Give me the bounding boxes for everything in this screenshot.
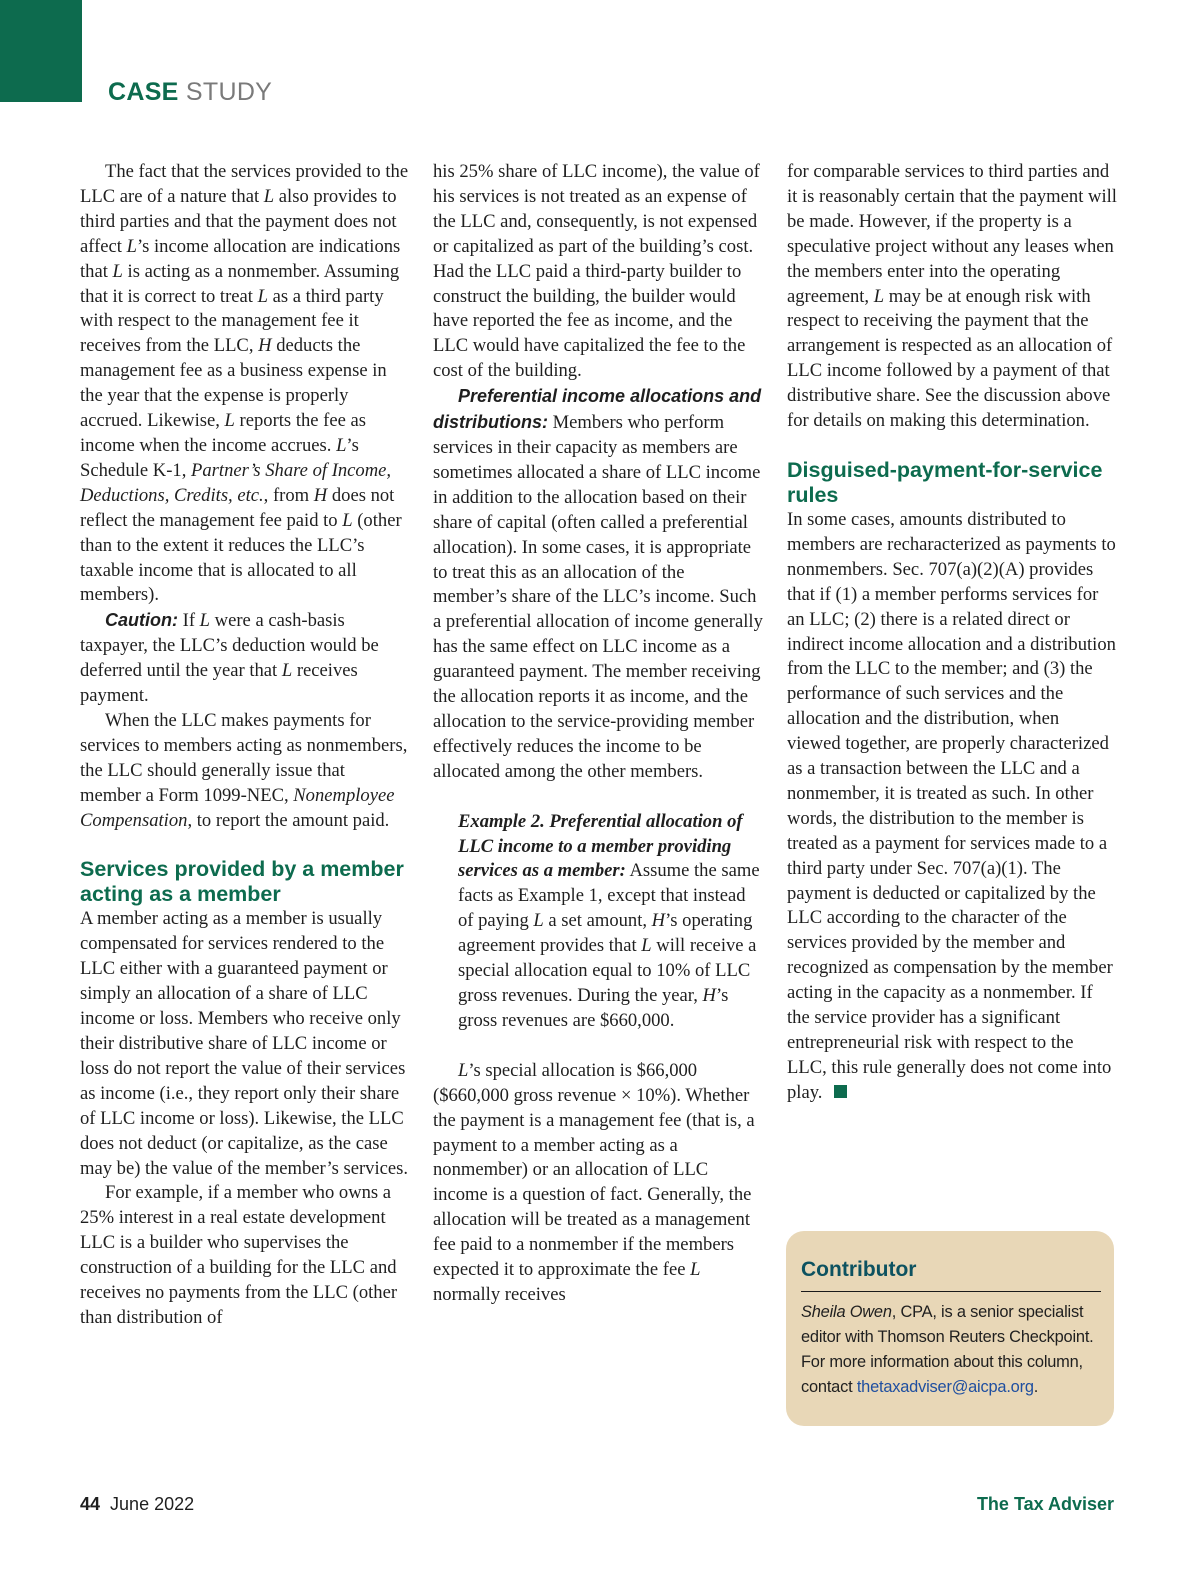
contributor-bio: Sheila Owen, CPA, is a senior specialist editor with Thomson Reuters Checkpoint. For more information about this column, contact thetaxadviser@aicpa.org. [801, 1303, 1094, 1396]
caution-paragraph: Caution: If L were a cash-basis taxpayer, the LLC’s deduction would be deferred until the year that L receives payment. [80, 610, 379, 707]
paragraph: A member acting as a member is usually compensated for services rendered to the LLC either with a guaranteed payment or simply an allocation of a share of LLC income or loss. Members who receive only their distributive share of LLC income or loss do not report the value of their services as income (i.e., they report only their share of LLC income or loss). Likewise, the LLC does not deduct (or capitalize, as the case may be) the value of the member’s services. [80, 908, 409, 1179]
contributor-box [786, 1231, 1114, 1426]
publication-name: The Tax Adviser [976, 1494, 1114, 1514]
contributor-email-link[interactable]: thetaxadviser@aicpa.org [856, 1378, 1034, 1396]
paragraph: L’s special allocation is $66,000 ($660,000 gross revenue × 10%). Whether the payment is a management fee (that is, a payment to a member acting as a nonmember) or an allocation of LLC income is a question of fact. Generally, the allocation will be treated as a management fee paid to a nonmember if the members expected it to approximate the fee L normally receives [433, 1059, 755, 1305]
section-label-light: STUDY [185, 78, 273, 106]
section-label [108, 78, 272, 107]
caution-label: Caution: [105, 610, 178, 631]
contributor-title: Contributor [801, 1258, 917, 1281]
paragraph: The fact that the services provided to the LLC are of a nature that L also provides to third parties and that the payment does not affect L’s income allocation are indications that L is acting as a nonmember. Assuming that it is correct to treat L as a third party with respect to the management fee it receives from the LLC, H deducts the management fee as a business expense in the year that the expense is properly accrued. Likewise, L reports the fee as income when the income accrues. L’s Schedule K-1, Partner’s Share of Income, Deductions, Credits, etc., from H does not reflect the management fee paid to L (other than to the extent it reduces the LLC’s taxable income that is allocated to all members). [80, 161, 409, 606]
section-heading: Disguised-payment-for-service rules [787, 457, 1103, 507]
paragraph: When the LLC makes payments for services to members acting as nonmembers, the LLC should generally issue that member a Form 1099-NEC, Nonemployee Compensation, to report the amount paid. [80, 709, 408, 831]
paragraph: for comparable services to third parties and it is reasonably certain that the payment will be made. However, if the property is a speculative project without any leases when the members enter into the operating agreement, L may be at enough risk with respect to receiving the payment that the arrangement is respected as an allocation of LLC income followed by a payment of that distributive share. See the discussion above for details on making this determination. [787, 161, 1117, 432]
paragraph: For example, if a member who owns a 25% interest in a real estate development LLC is a builder who supervises the construction of a building for the LLC and receives no payments from the LLC (other than distribution of [80, 1182, 398, 1328]
example-title: Example 2. Preferential allocation of LLC income to a member providing services as a member: [458, 810, 743, 882]
issue-date: June 2022 [110, 1494, 195, 1514]
example-block [458, 810, 763, 1034]
paragraph: In some cases, amounts distributed to members are recharacterized as payments to nonmembers. Sec. 707(a)(2)(A) provides that if (1) a member performs services for an LLC; (2) there is a related direct or indirect income allocation and a distribution from the LLC to the member; and (3) the performance of such services and the allocation and the distribution, when viewed together, are properly characterized as a transaction between the LLC and a nonmember, it is treated as such. In other words, the distribution to the member is treated as a payment for services made to a third party under Sec. 707(a)(1). The payment is deducted or capitalized by the LLC according to the character of the services provided by the member and recognized as compensation by the member acting in the capacity as a nonmember. If the service provider has a significant entrepreneurial risk with respect to the LLC, this rule generally does not come into play. [787, 508, 1116, 1103]
contributor-divider [801, 1291, 1101, 1292]
paragraph: his 25% share of LLC income), the value of his services is not treated as an expense of the LLC and, consequently, is not expensed or capitalized as part of the building’s cost. Had the LLC paid a third-party builder to construct the building, the builder would have reported the fee as income, and the LLC would have capitalized the fee to the cost of the building. [433, 161, 760, 382]
page-number: 44 [80, 1494, 101, 1514]
subsection-label: Preferential income allocations and distributions: [433, 386, 762, 433]
page-footer-left [80, 1494, 194, 1515]
paragraph: Preferential income allocations and distributions: Members who perform services in their capacity as members are sometimes allocated a share of LLC income in addition to the allocation based on their share of capital (often called a preferential allocation). In some cases, it is appropriate to treat this as an allocation of the member’s share of the LLC’s income. Such a preferential allocation of income generally has the same effect on LLC income as a guaranteed payment. The member receiving the allocation reports it as income, and the allocation to the service-providing member effectively reduces the income to be allocated among the other members. [433, 386, 763, 782]
column-3 [787, 160, 1117, 1106]
example-paragraph: Example 2. Preferential allocation of LLC income to a member providing services as a member: Assume the same facts as Example 1, except that instead of paying L a set amount, H’s operating agreement provides that L will receive a special allocation equal to 10% of LLC gross revenues. During the year, H’s gross revenues are $660,000. [458, 810, 760, 1031]
section-heading: Services provided by a member acting as a member [80, 857, 404, 907]
section-color-tab [0, 0, 82, 102]
section-label-bold: CASE [108, 78, 179, 106]
end-of-article-mark [834, 1085, 847, 1098]
column-2 [433, 160, 763, 1308]
contributor-name: Sheila Owen [801, 1303, 892, 1321]
column-1 [80, 160, 410, 1331]
